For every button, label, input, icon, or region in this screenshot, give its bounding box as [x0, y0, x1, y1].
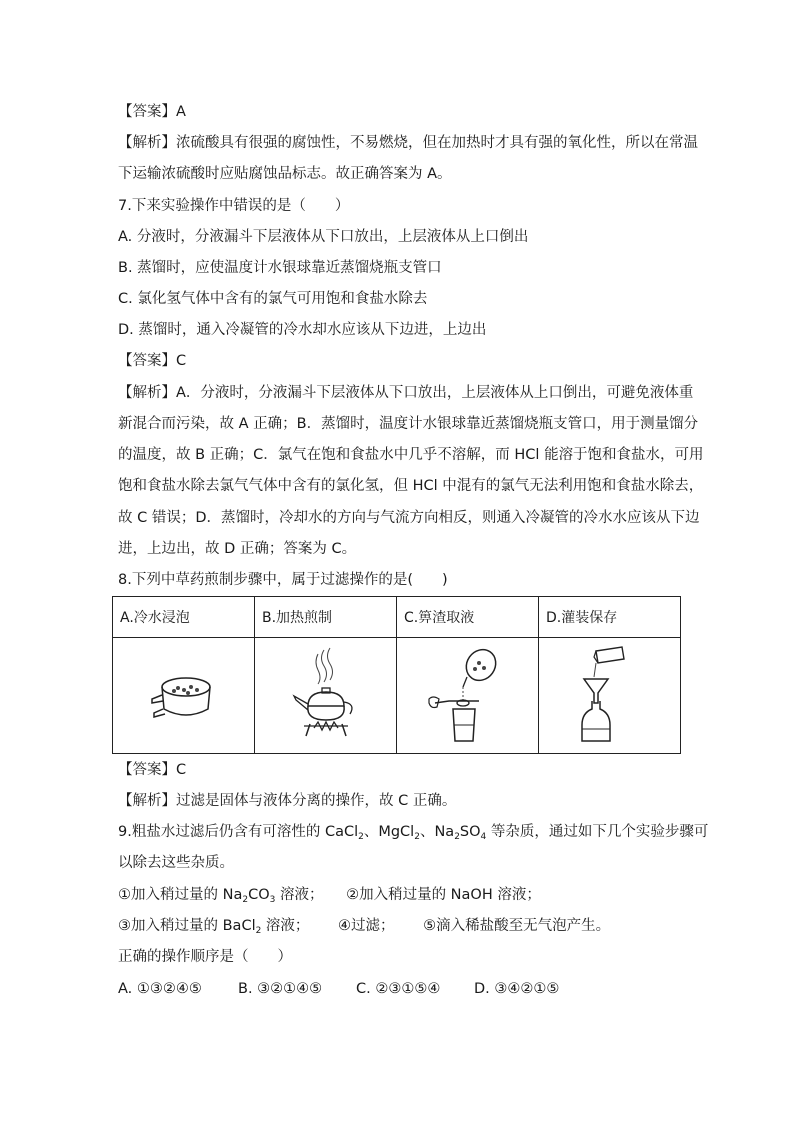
q7-analysis-line2: 新混合而污染，故 A 正确；B．蒸馏时，温度计水银球靠近蒸馏烧瓶支管口，用于测量馏分: [118, 416, 699, 432]
q7-option-b: B. 蒸馏时，应使温度计水银球靠近蒸馏烧瓶支管口: [118, 260, 442, 276]
q7-option-a: A. 分液时，分液漏斗下层液体从下口放出，上层液体从上口倒出: [118, 229, 529, 245]
soaking-pot-icon: [144, 659, 224, 729]
q9-stem-part: 、Na: [419, 824, 455, 840]
q8-stem: 8.下列中草药煎制步骤中，属于过滤操作的是( ): [118, 572, 448, 588]
q7-answer: 【答案】C: [118, 353, 187, 369]
q9-stem-part: SO: [459, 824, 481, 840]
q9-question: 正确的操作顺序是（ ）: [118, 949, 292, 965]
straining-liquid-icon: [423, 641, 513, 746]
subscript: 2: [414, 832, 420, 842]
q9-step-2: ②加入稍过量的 NaOH 溶液；: [346, 887, 541, 903]
q9-steps-row1: [118, 885, 541, 910]
q8-options-table: [112, 596, 681, 754]
q8-answer: 【答案】C: [118, 762, 187, 778]
q9-stem-line1: [118, 822, 708, 847]
q9-step-4: ④过滤；: [338, 918, 395, 934]
q9-steps-row2: [118, 916, 610, 941]
q9-option-a: A. ①③②④⑤: [118, 981, 202, 997]
q8-header-c: C.箅渣取液: [397, 597, 539, 638]
q8-image-filter: [397, 638, 539, 754]
q8-header-d: D.灌装保存: [539, 597, 681, 638]
q9-stem-part: 、MgCl: [363, 824, 415, 840]
q9-stem-part: 9.粗盐水过滤后仍含有可溶性的 CaCl: [118, 824, 359, 840]
q9-step-5: ⑤滴入稀盐酸至无气泡产生。: [423, 918, 611, 934]
q8-image-soak: [113, 638, 255, 754]
q9-step-1: ①加入稍过量的 $Na_2CO_3$ 溶液；: [118, 887, 324, 905]
subscript: 2: [358, 832, 364, 842]
q9-options: [118, 979, 559, 999]
q8-image-bottle: [539, 638, 681, 754]
q7-option-c: C. 氯化氢气体中含有的氯气可用饱和食盐水除去: [118, 291, 428, 307]
subscript: 2: [454, 832, 460, 842]
q8-header-a: A.冷水浸泡: [113, 597, 255, 638]
q6-analysis-line1: 【解析】浓硫酸具有很强的腐蚀性，不易燃烧，但在加热时才具有强的氧化性，所以在常温: [118, 135, 698, 151]
q7-analysis-line1: 【解析】A．分液时，分液漏斗下层液体从下口放出，上层液体从上口倒出，可避免液体重: [118, 385, 694, 401]
q6-analysis-line2: 下运输浓硫酸时应贴腐蚀品标志。故正确答案为 A。: [118, 166, 452, 182]
q9-step-3: ③加入稍过量的 BaCl$_2$ 溶液；: [118, 918, 310, 936]
q7-analysis-line5: 故 C 错误；D．蒸馏时，冷却水的方向与气流方向相反，则通入冷凝管的冷水水应该从下边: [118, 510, 700, 526]
bottling-funnel-icon: [570, 641, 650, 746]
q7-stem: 7.下来实验操作中错误的是（ ）: [118, 198, 350, 214]
q7-analysis-line6: 进，上边出，故 D 正确；答案为 C。: [118, 541, 357, 557]
q8-analysis: 【解析】过滤是固体与液体分离的操作，故 C 正确。: [118, 793, 457, 809]
decocting-kettle-icon: [286, 644, 366, 744]
q7-option-d: D. 蒸馏时，通入冷凝管的冷水却水应该从下边进，上边出: [118, 322, 487, 338]
q9-option-d: D. ③④②①⑤: [474, 981, 560, 997]
q8-image-boil: [255, 638, 397, 754]
q9-option-b: B. ③②①④⑤: [238, 981, 323, 997]
q9-option-c: C. ②③①⑤④: [356, 981, 441, 997]
q7-analysis-line3: 的温度，故 B 正确；C．氯气在饱和食盐水中几乎不溶解，而 HCl 能溶于饱和食盐水，可用: [118, 447, 704, 463]
q9-stem-part: 等杂质，通过如下几个实验步骤可: [486, 824, 709, 840]
q9-stem-line2: 以除去这些杂质。: [118, 855, 234, 871]
subscript: 4: [480, 832, 487, 842]
q6-answer: 【答案】A: [118, 104, 186, 120]
q7-analysis-line4: 饱和食盐水除去氯气气体中含有的氯化氢，但 HCl 中混有的氯气无法利用饱和食盐水除去，: [118, 478, 704, 494]
q8-header-b: B.加热煎制: [255, 597, 397, 638]
